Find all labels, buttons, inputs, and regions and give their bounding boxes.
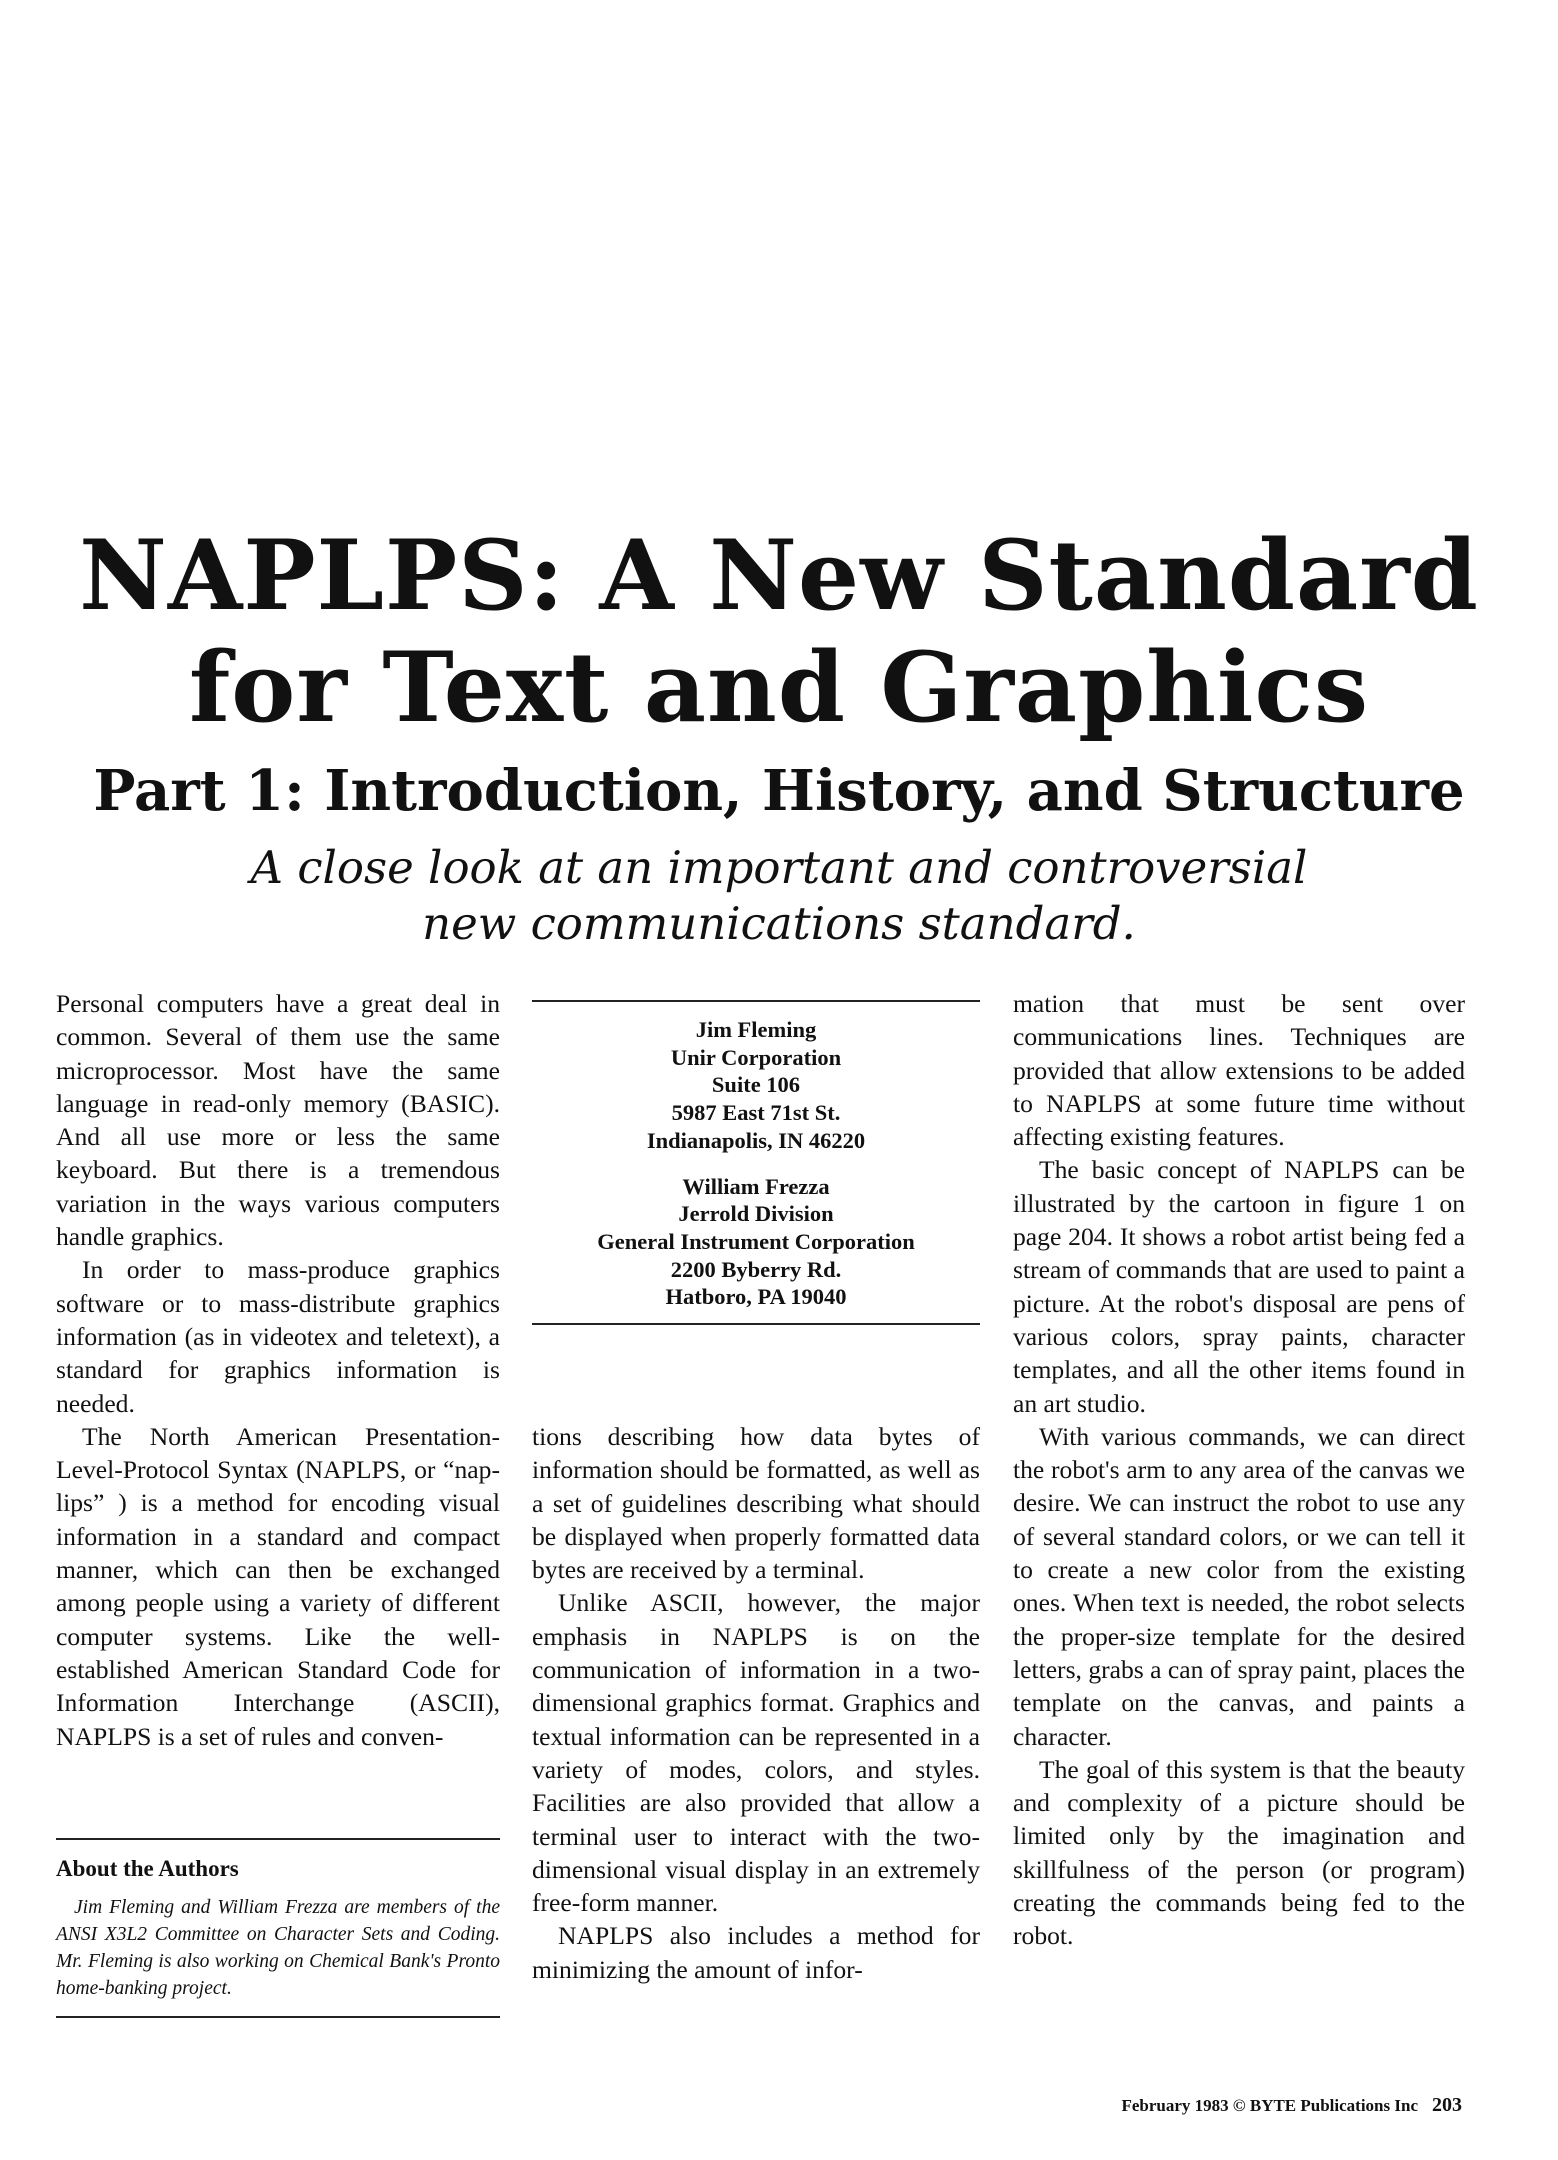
author-1-city: Indianapolis, IN 46220	[646, 1127, 866, 1153]
author-1-name: Jim Fleming	[695, 1017, 817, 1042]
author-1-org: Unir Corporation	[670, 1044, 842, 1070]
about-heading: About the Authors	[56, 1856, 239, 1881]
paragraph: Unlike ASCII, however, the major emphasis in NAPLPS is on the communication of information in a two-dimensional graphics format. Graphics and textual information can be represented in a variety of modes, colors, and styles. Facilities are also provided that allow a terminal user to interact with the two-dimensional visual display in an extremely free-form manner.	[532, 1588, 980, 1918]
article-subtitle: Part 1: Introduction, History, and Structure	[93, 758, 1465, 824]
author-spacer	[532, 1155, 980, 1173]
paragraph: In order to mass-produce graphics software or to mass-distribute graphics information (as in videotex and teletext), a standard for graphics information is needed.	[56, 1255, 500, 1418]
paragraph: Personal computers have a great deal in common. Several of them use the same microprocessor. Most have the same language in read-only memory (BASIC). And all use more or less the same keyboard. But there is a tremendous variation in the ways various computers handle graphics.	[56, 989, 500, 1252]
author-2-division: Jerrold Division	[678, 1201, 834, 1227]
article-title-line-1: NAPLPS: A New Standard	[79, 519, 1479, 632]
paragraph: mation that must be sent over communications lines. Techniques are provided that allow extensions to be added to NAPLPS at some future time without affecting existing features.	[1013, 989, 1465, 1152]
paragraph: The basic concept of NAPLPS can be illustrated by the cartoon in figure 1 on page 204. It shows a robot artist being fed a stream of commands that are used to paint a picture. At the robot's disposal are pens of various colors, spray paints, character templates, and all the other items found in an art studio.	[1013, 1155, 1465, 1418]
about-the-authors-box	[56, 1838, 500, 2018]
column-middle	[532, 1420, 980, 1986]
deck-line-1: A close look at an important and controversial	[250, 841, 1308, 894]
page-number: 203	[1432, 2094, 1462, 2116]
author-address-box	[532, 1000, 980, 1325]
author-2-city: Hatboro, PA 19040	[665, 1284, 847, 1310]
page-footer	[1121, 2094, 1462, 2117]
deck-line-2: new communications standard.	[422, 897, 1136, 950]
footer-credit: February 1983 © BYTE Publications Inc	[1121, 2096, 1418, 2115]
author-1-street: 5987 East 71st St.	[671, 1100, 841, 1126]
paragraph: The goal of this system is that the beauty and complexity of a picture should be limited only by the imagination and skillfulness of the person (or program) creating the commands being fed to the robot.	[1013, 1754, 1465, 1951]
author-2-org: General Instrument Corporation	[597, 1228, 915, 1254]
column-right	[1013, 987, 1465, 1953]
paragraph: NAPLPS also includes a method for minimizing the amount of infor-	[532, 1921, 980, 1984]
about-body: Jim Fleming and William Frezza are members of the ANSI X3L2 Committee on Character Sets and Coding. Mr. Fleming is also working on Chemical Bank's Pronto home-banking project.	[56, 1897, 500, 1999]
article-deck	[0, 840, 1558, 952]
paragraph: tions describing how data bytes of information should be formatted, as well as a set of guidelines describing what should be displayed when properly formatted data bytes are received by a terminal.	[532, 1422, 980, 1585]
paragraph: With various commands, we can direct the robot's arm to any area of the canvas we desire. We can instruct the robot to use any of several standard colors, or we can tell it to create a new color from the existing ones. When text is needed, the robot selects the proper-size template for the desired letters, grabs a can of spray paint, places the template on the canvas, and paints a character.	[1013, 1421, 1465, 1751]
title-block	[0, 520, 1558, 952]
article-title-line-2: for Text and Graphics	[188, 631, 1370, 744]
paragraph: The North American Presentation-Level-Protocol Syntax (NAPLPS, or “nap-lips” ) is a method for encoding visual information in a standard and compact manner, which can then be exchanged among people using a variety of different computer systems. Like the well-established American Standard Code for Information Interchange (ASCII), NAPLPS is a set of rules and conven-	[56, 1421, 500, 1751]
author-2-name: William Frezza	[682, 1173, 830, 1199]
author-1-suite: Suite 106	[711, 1072, 801, 1098]
author-2-street: 2200 Byberry Rd.	[670, 1256, 842, 1282]
column-left	[56, 987, 500, 1753]
